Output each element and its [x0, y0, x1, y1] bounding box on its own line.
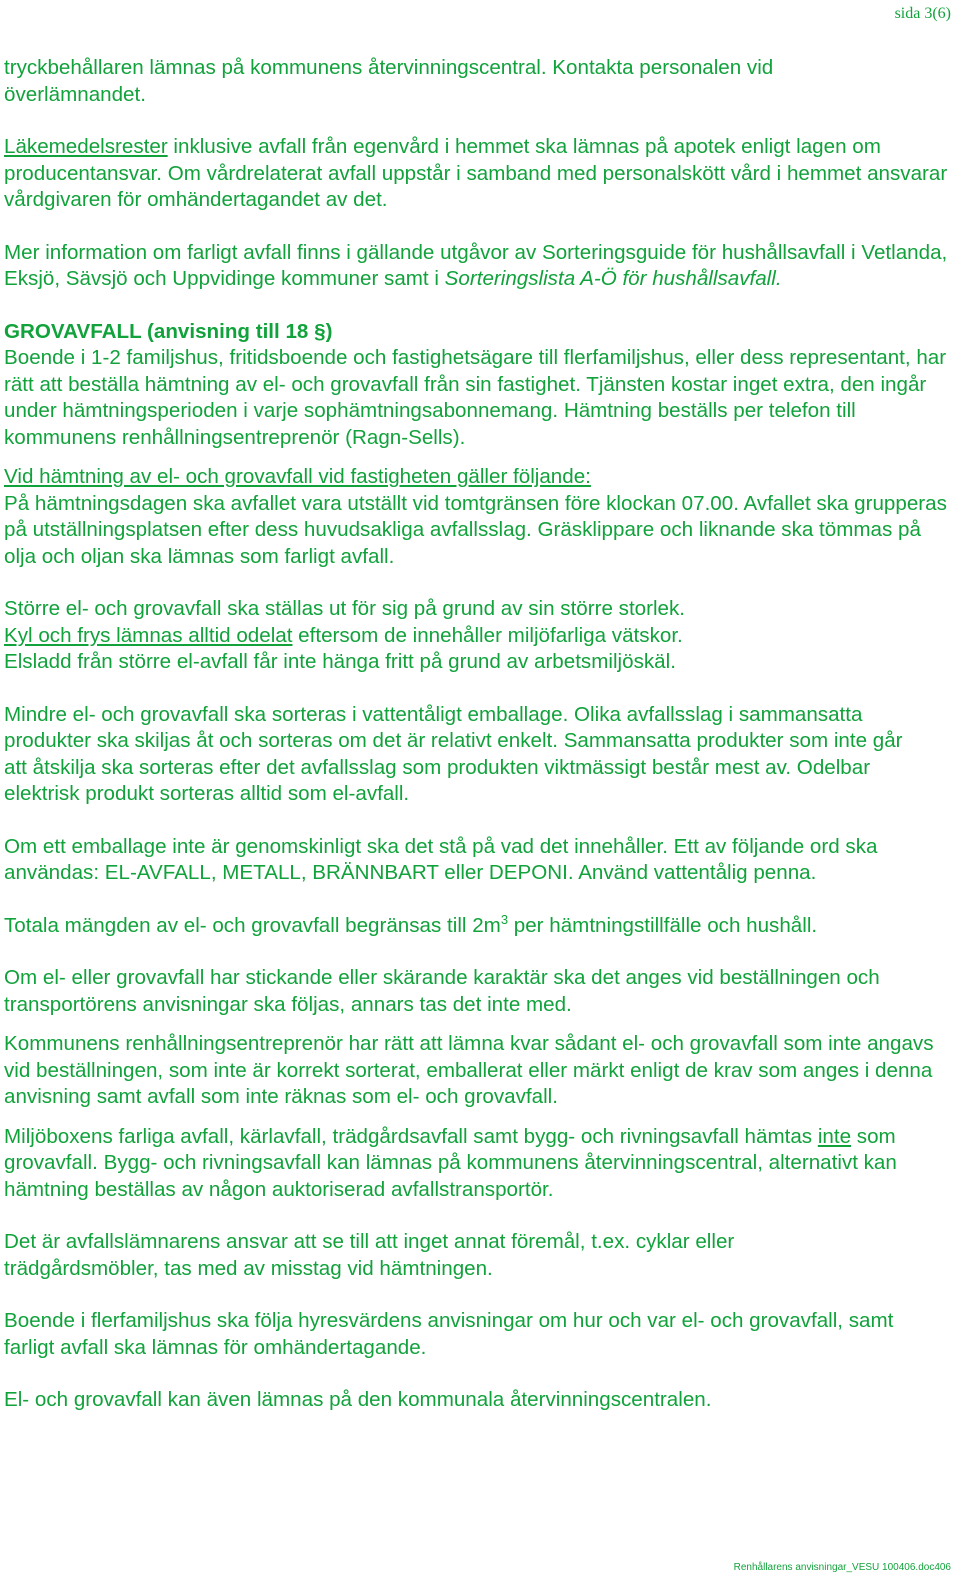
medicine-link[interactable]: Läkemedelsrester — [4, 135, 168, 158]
paragraph-sharp-items: Om el- eller grovavfall har stickande eller skärande karaktär ska det anges vid beställningen och transportörens anvisningar ska följas, annars tas det inte med. — [4, 966, 880, 1016]
document-body — [4, 55, 949, 1414]
paragraph-more-info — [4, 240, 949, 293]
paragraph-responsibility: Det är avfallslämnarens ansvar att se till att inget annat föremål, t.ex. cyklar eller trädgårdsmöbler, tas med av misstag vid hämtningen. — [4, 1230, 735, 1280]
paragraph-apartment-residents: Boende i flerfamiljshus ska följa hyresvärdens anvisningar om hur och var el- och grovavfall, samt farligt avfall ska lämnas för omhändertagande. — [4, 1309, 894, 1359]
medicine-text: inklusive avfall från egenvård i hemmet ska lämnas på apotek enligt lagen om producentansvar. Om vårdrelaterat avfall uppstår i samband med personalskött vård i hemmet ansvarar vårdgivaren för omhändertagandet av det. — [4, 135, 948, 211]
sorting-list-title: Sorteringslista A-Ö för hushållsavfall. — [444, 267, 782, 290]
section-sign-icon: § — [314, 319, 326, 343]
cubic-superscript: 3 — [500, 911, 509, 927]
page-number: sida 3(6) — [894, 5, 951, 22]
paragraph-pressure-container: tryckbehållaren lämnas på kommunens återvinningscentral. Kontakta personalen vid överlämnandet. — [4, 56, 774, 106]
section-heading-grovavfall — [4, 319, 949, 346]
more-info-text: Mer information om farligt avfall finns i gällande utgåvor av Sorteringsguide för hushållsavfall i Vetlanda, Eksjö, Sävsjö och Uppvidinge kommuner samt i — [4, 240, 948, 290]
fridge-freezer-link[interactable]: Kyl och frys lämnas alltid odelat — [4, 623, 293, 647]
total-amount-start: Totala mängden av el- och grovavfall begränsas till 2m — [4, 913, 501, 937]
paragraph-smaller-items: Mindre el- och grovavfall ska sorteras i vattentåligt emballage. Olika avfallsslag i sammansatta produkter ska skiljas åt och sorteras om det är relativt enkelt. Sammansatta produkter som inte går att åtskilja ska sorteras efter det avfallsslag som produkten viktmässigt består mest av. Odelbar elektrisk produkt sorteras alltid som el-avfall. — [4, 702, 903, 805]
heading-text: GROVAVFALL (anvisning till 18 — [4, 319, 315, 343]
excluded-end: som grovavfall. Bygg- och rivningsavfall kan lämnas på kommunens återvinningscentral, alternativt kan hämtning beställas av någon auktoriserad avfallstransportör. — [4, 1124, 897, 1201]
heading-end: ) — [325, 319, 333, 343]
subheading-pickup-rules: Vid hämtning av el- och grovavfall vid fastigheten gäller följande: — [4, 465, 591, 488]
paragraph-packaging: Om ett emballage inte är genomskinligt ska det stå på vad det innehåller. Ett av följande ord ska användas: EL-AVFALL, METALL, BRÄNNBART eller DEPONI. Använd vattentålig penna. — [4, 834, 878, 884]
fridge-freezer-text: eftersom de innehåller miljöfarliga vätskor. — [292, 623, 683, 647]
excluded-start: Miljöboxens farliga avfall, kärlavfall, trädgårdsavfall samt bygg- och rivningsavfall hämtas — [4, 1124, 818, 1148]
paragraph-larger-items — [4, 596, 949, 676]
paragraph-medicine — [4, 134, 949, 214]
cable-text: Elsladd från större el-avfall får inte hänga fritt på grund av arbetsmiljöskäl. — [4, 650, 676, 673]
paragraph-contractor-rights: Kommunens renhållningsentreprenör har rätt att lämna kvar sådant el- och grovavfall som inte angavs vid beställningen, som inte är korrekt sorterat, emballerat eller märkt enligt de krav som anges i denna anvisning samt avfall som inte räknas som el- och grovavfall. — [4, 1032, 934, 1108]
total-amount-end: per hämtningstillfälle och hushåll. — [508, 913, 818, 937]
paragraph-pickup-day: På hämtningsdagen ska avfallet vara utställt vid tomtgränsen före klockan 07.00. Avfallet ska grupperas på utställningsplatsen efter dess huvudsakliga avfallsslag. Gräsklippare och liknande ska tömmas på olja och oljan ska lämnas som farligt avfall. — [4, 491, 947, 568]
paragraph-residents: Boende i 1-2 familjshus, fritidsboende och fastighetsägare till flerfamiljshus, eller dess representant, har rätt att beställa hämtning av el- och grovavfall från sin fastighet. Tjänsten kostar inget extra, den ingår under hämtningsperioden i varje sophämtningsabonnemang. Hämtning beställs per telefon till kommunens renhållningsentreprenör (Ragn-Sells). — [4, 346, 947, 449]
larger-items-line1: Större el- och grovavfall ska ställas ut för sig på grund av sin större storlek. — [4, 597, 686, 620]
paragraph-recycling-center: El- och grovavfall kan även lämnas på den kommunala återvinningscentralen. — [4, 1388, 712, 1411]
footer-filename: Renhållarens anvisningar_VESU 100406.doc406 — [733, 1562, 951, 1573]
paragraph-excluded-waste — [4, 1124, 949, 1204]
paragraph-total-amount — [4, 913, 949, 940]
excluded-not-emphasis: inte — [817, 1124, 852, 1148]
